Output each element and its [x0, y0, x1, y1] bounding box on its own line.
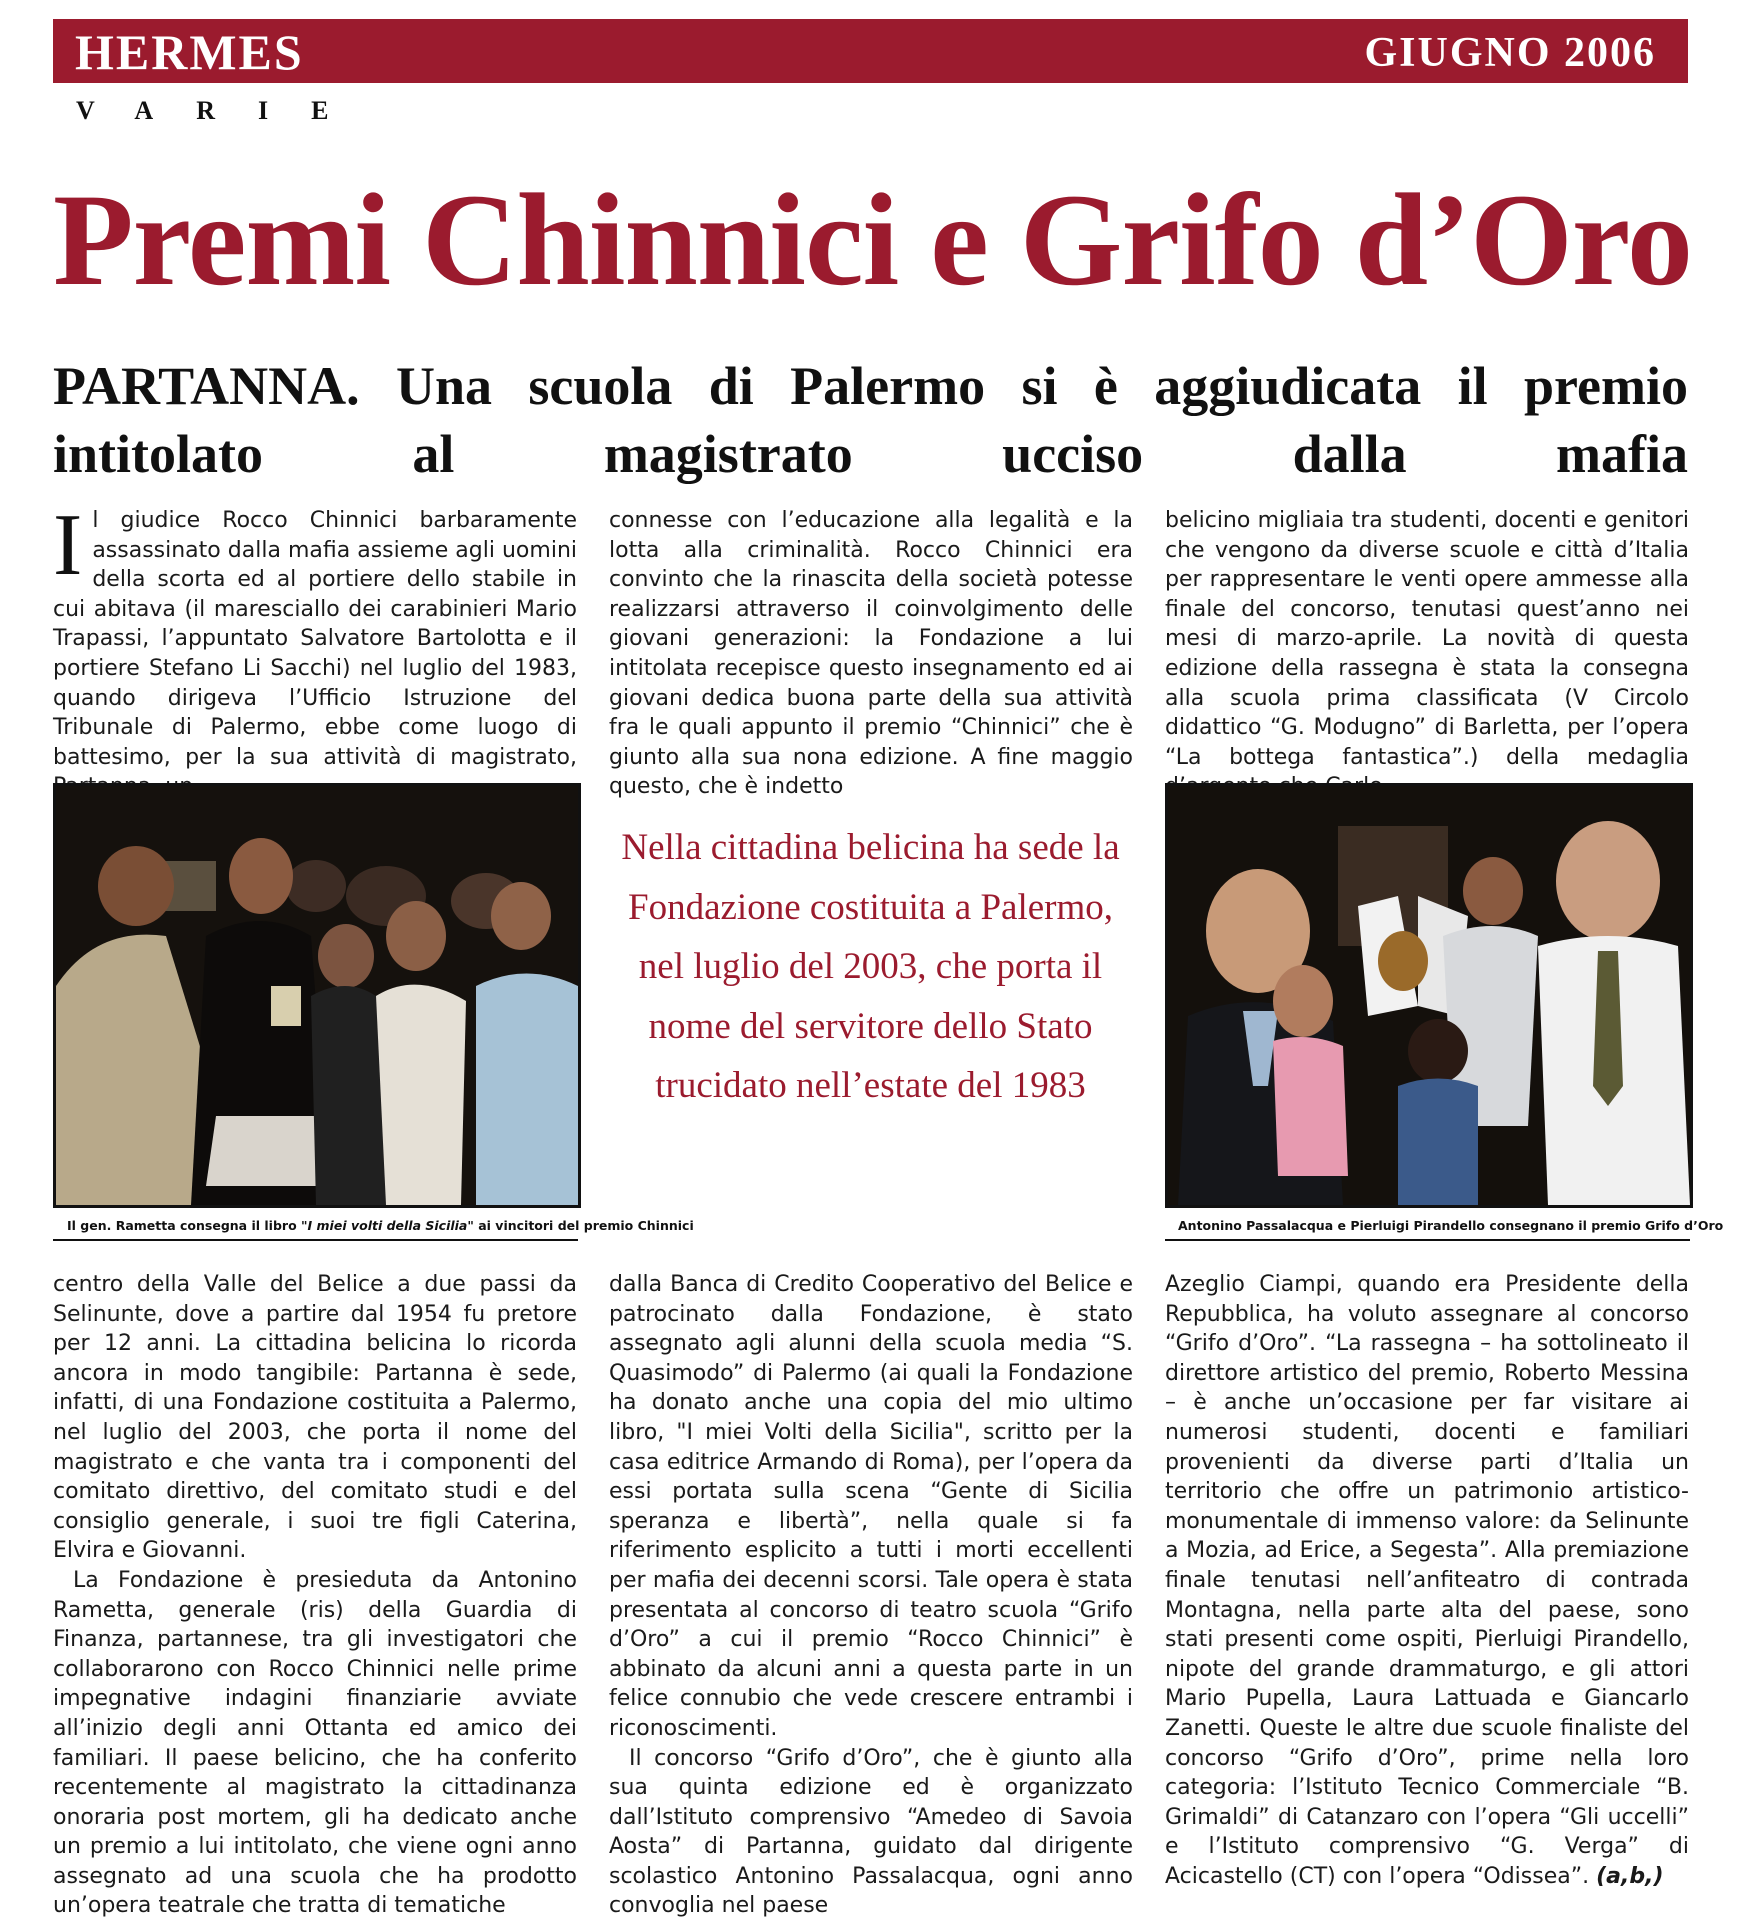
column-2-bottom [609, 1270, 1133, 1921]
column-1-top-text: l giudice Rocco Chinnici barbaramente assassinato dalla mafia assieme agli uomini della scorta ed al portiere dello stabile in cui abitava (il maresciallo dei carabinieri Mario Trapassi, l’appuntato Salvatore Bartolotta e il portiere Stefano Li Sacchi) nel luglio del 1983, quando dirigeva l’Ufficio Istruzione del Tribunale di Palermo, ebbe come luogo di battesimo, per la sua attività di magistrato, [53, 508, 577, 799]
photo-premio-chinnici-image [56, 786, 578, 1205]
issue-date: GIUGNO 2006 [1364, 29, 1656, 77]
pull-quote: Nella cittadina belicina ha sede la Fondazione costituita a Palermo, nel luglio del 2003, che porta il nome del servitore dello Stato trucidato nell’estate del 1983 [608, 818, 1133, 1116]
photo-left-caption: Il gen. Rametta consegna il libro "I miei volti della Sicilia" ai vincitori del premio Chinnici [67, 1218, 694, 1233]
masthead-bar [53, 19, 1688, 83]
caption-rule [1165, 1239, 1690, 1241]
column-1-bottom-p2: La Fondazione è presieduta da Antonino Rametta, generale (ris) della Guardia di Finanza, partannese, tra gli investigatori che collaborarono con Rocco Chinnici nelle prime impegnative indagini finanziarie avviate all’inizio degli anni Ottanta ed amico dei familiari. Il paese belicino, che ha conferito recentemente al magistrato la cittadinanza onoraria post mortem, gli ha dedicato anche un premio a lui intitolato, che viene ogni anno assegnato ad una scuola che ha prodotto un’opera teatrale che tratta di tematiche [53, 1566, 577, 1921]
page-title: Premi Chinnici e Grifo d’Oro [53, 174, 1693, 306]
brand-name: HERMES [75, 23, 304, 81]
subheadline: PARTANNA. Una scuola di Palermo si è aggiudicata il premio intitolato al magistrato ucciso dalla mafia [53, 352, 1688, 488]
drop-cap: I [53, 510, 82, 582]
column-2-bottom-p1: dalla Banca di Credito Cooperativo del Belice e patrocinato dalla Fondazione, è stato assegnato agli alunni della scuola media “S. Quasimodo” di Palermo (ai quali la Fondazione ha donato anche una copia del mio ultimo libro, "I miei Volti della Sicilia", scritto per la casa editrice Armando di Roma), per l’opera da essi portata sulla scena “Gente di Sicilia speranza e libertà”, nella quale si fa riferimento esplicito a tutti i morti eccellenti per mafia dei decenni scorsi. Tale opera è stata presentata al concorso di teatro scuola “Grifo d’Oro” a cui il premio “Rocco Chinnici” è abbinato da alcuni anni a questa parte in un felice connubio che vede crescere entrambi i riconoscimenti. [609, 1270, 1133, 1744]
column-2-top [609, 506, 1133, 802]
caption-rule [53, 1239, 578, 1241]
photo-right-caption: Antonino Passalacqua e Pierluigi Pirandello consegnano il premio Grifo d’Oro [1178, 1218, 1723, 1233]
column-3-top-text: belicino migliaia tra studenti, docenti e genitori che vengono da diverse scuole e città d’Italia per rappresentare le venti opere ammesse alla finale del concorso, tenutasi quest’anno nei mesi di marzo-aprile. La novità di questa edizione della rassegna è stata la consegna alla scuola prima classificata (V Circolo didattico “G. Modugno” di Barletta, per l’opera “La bottega fantastica”.) della medaglia [1165, 506, 1689, 802]
column-1-bottom [53, 1270, 577, 1921]
column-2-bottom-p2: Il concorso “Grifo d’Oro”, che è giunto alla sua quinta edizione ed è organizzato dall’Istituto comprensivo “Amedeo di Savoia Aosta” di Partanna, guidato dal dirigente scolastico Antonino Passalacqua, ogni anno convoglia nel paese [609, 1744, 1133, 1921]
column-3-bottom [1165, 1270, 1689, 1891]
photo-grifo-doro-image [1168, 786, 1690, 1205]
column-2-top-text: connesse con l’educazione alla legalità e la lotta alla criminalità. Rocco Chinnici era convinto che la rinascita della società potesse realizzarsi attraverso il coinvolgimento delle giovani generazioni: la Fondazione a lui intitolata recepisce questo insegnamento ed ai giovani dedica buona parte della sua attività fra le quali appunto il premio “Chinnici” che è giunto alla sua nona edizione. A fine maggio questo, che è indetto [609, 506, 1133, 802]
section-label: VARIE [76, 96, 371, 126]
column-3-top [1165, 506, 1689, 802]
author-signature: (a,b,) [1596, 1864, 1663, 1889]
column-3-bottom-text: Azeglio Ciampi, quando era Presidente della Repubblica, ha voluto assegnare al concorso “Grifo d’Oro”. “La rassegna – ha sottolineato il direttore artistico del premio, Roberto Messina – è anche un’occasione per far visitare ai numerosi studenti, docenti e familiari provenienti da diverse parti d’Italia un territorio che offre un patrimonio artistico-monumentale di immenso valore: da Selinunte a Mozia, ad Erice, a Segesta”. Alla premiazione finale tenutasi nell’anfiteatro di contrada Montagna, nella parte alta del paese, sono stati presenti come ospiti, Pierluigi Pirandello, nipote del grande drammaturgo, e gli attori Mario Pupella, Laura Lattuada e Giancarlo Zanetti. Queste le altre due scuole finaliste del concorso “Grifo d’Oro”, prime nella loro categoria: l’Istituto Tecnico Commerciale “B. Grimaldi” di Catanzaro con l’opera “Gli uccelli” e l’Istituto comprensivo “G. Verga” di Acicastello (CT) con l’opera “Odissea”. (a,b,) [1165, 1270, 1689, 1891]
photo-premio-chinnici [53, 783, 581, 1208]
column-1-bottom-p1: centro della Valle del Belice a due passi da Selinunte, dove a partire dal 1954 fu pretore per 12 anni. La cittadina belicina lo ricorda ancora in modo tangibile: Partanna è sede, infatti, di una Fondazione costituita a Palermo, nel luglio del 2003, che porta il nome del magistrato e che vanta tra i componenti del comitato direttivo, del comitato studi e del consiglio generale, i suoi tre figli Caterina, Elvira e Giovanni. [53, 1270, 577, 1566]
column-1-top [53, 506, 577, 802]
photo-grifo-doro [1165, 783, 1693, 1208]
